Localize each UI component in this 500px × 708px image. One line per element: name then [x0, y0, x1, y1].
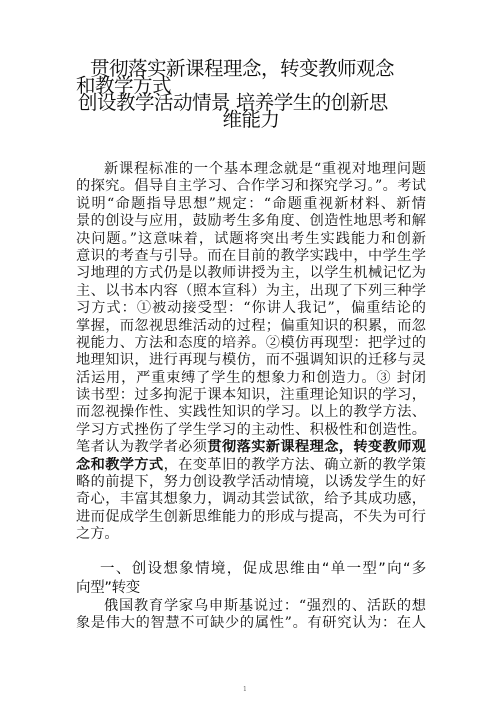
text-line: 意识的考查与引导。而在目前的教学实践中，中学生学: [76, 247, 426, 264]
text-line: 而忽视操作性、实践性知识的学习。以上的教学方法、: [76, 404, 426, 421]
text-line: 景的创设与应用，鼓励考生多角度、创造性地思考和解: [76, 213, 426, 230]
bold-emphasis: 念和教学方式: [76, 456, 164, 473]
text-line: [76, 439, 426, 456]
bold-emphasis: 贯彻落实新课程理念，转变教师观: [207, 439, 426, 456]
text-line: 之方。: [76, 526, 119, 543]
page-number: 1: [243, 686, 247, 693]
document-title: [76, 57, 426, 131]
text-line: 视能力、方法和态度的培养。②模仿再现型：把学过的: [76, 334, 426, 351]
text-line: 活运用，严重束缚了学生的想象力和创造力。③ 封闭: [76, 369, 426, 386]
section-heading: [76, 560, 426, 598]
text-line: 略的前提下，努力创设教学活动情境，以诱发学生的好: [76, 474, 426, 491]
document-body: [76, 161, 426, 632]
title-line: 和教学方式: [76, 74, 172, 97]
text-line: 主、以书本内容（照本宣科）为主，出现了下列三种学: [76, 282, 426, 299]
text-line: 新课程标准的一个基本理念就是“重视对地理问题: [104, 161, 426, 177]
text-line: 说明“命题指导思想”规定：“命题重视新材料、新情: [76, 195, 426, 212]
text-line: 习地理的方式仍是以教师讲授为主，以学生机械记忆为: [76, 265, 426, 282]
text-line: 决问题。”这意味着，试题将突出考生实践能力和创新: [76, 230, 426, 247]
title-line: 维能力: [222, 108, 280, 131]
text-span: 笔者认为教学者必须: [76, 439, 208, 456]
text-span: ，在变革旧的教学方法、确立新的教学策: [163, 456, 426, 473]
title-line: 贯彻落实新课程理念，转变教师观念: [90, 57, 395, 80]
text-line: 进而促成学生创新思维能力的形成与提高，不失为可行: [76, 508, 426, 525]
text-line: 象是伟大的智慧不可缺少的属性”。有研究认为：在人: [76, 614, 426, 631]
text-line: 掌握，而忽视思维活动的过程；偏重知识的积累，而忽: [76, 317, 426, 334]
text-line: 学习方式挫伤了学生学习的主动性、积极性和创造性。: [76, 421, 426, 438]
text-line: 读书型：过多拘泥于课本知识，注重理论知识的学习，: [76, 387, 426, 404]
text-line: [76, 457, 426, 474]
text-line: 的探究。倡导自主学习、合作学习和探究学习。”。考试: [76, 178, 426, 195]
text-line: 地理知识，进行再现与模仿，而不强调知识的迁移与灵: [76, 352, 426, 369]
text-line: 俄国教育学家乌申斯基说过：“强烈的、活跃的想: [104, 597, 426, 614]
text-line: 奇心，丰富其想象力，调动其尝试欲，给予其成功感，: [76, 491, 426, 508]
paragraph: [76, 161, 426, 544]
title-line: 创设教学活动情景 培养学生的创新思: [78, 91, 388, 114]
paragraph: [76, 598, 426, 633]
heading-line: 一、创设想象情境，促成思维由“单一型”向“多: [100, 560, 426, 577]
text-line: 习方式：①被动接受型：“你讲人我记”，偏重结论的: [76, 300, 426, 317]
heading-line: 向型”转变: [76, 579, 141, 596]
